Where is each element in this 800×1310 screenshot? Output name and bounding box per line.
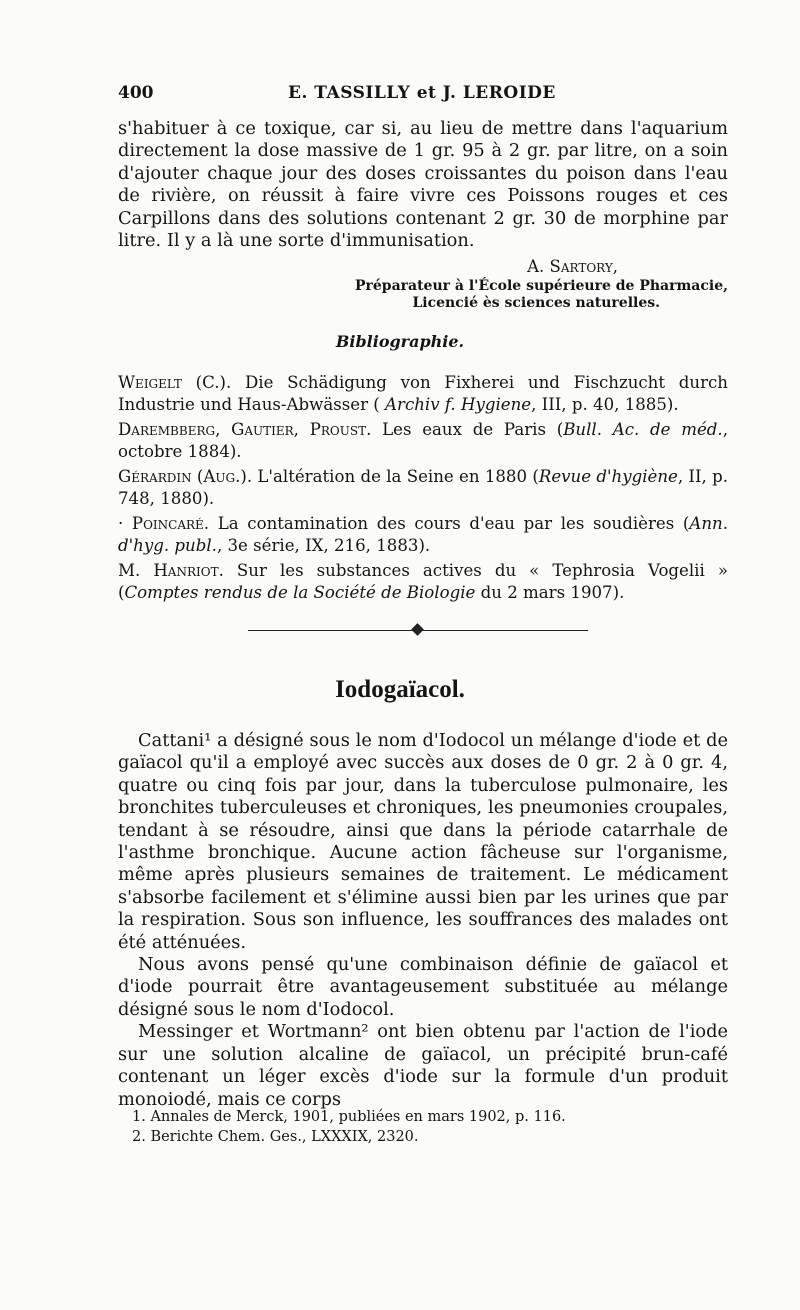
opening-paragraph: s'habituer à ce toxique, car si, au lieu de mettre dans l'aquarium directement la dose massive de 1 gr. 95 à 2 gr. par litre, on a soin d'ajouter chaque jour des doses croissantes du poison dans l'eau de rivière, on réussit à faire vivre ces Poissons rouges et ces Carpillons dans des solutions contenant 2 gr. 30 de morphine par litre. Il y a là une sorte d'immunisation. bbox=[118, 118, 728, 252]
signature-role-1: Préparateur à l'École supérieure de Pharmacie, bbox=[354, 278, 728, 294]
entry-text: , II, p. 748, 1880). bbox=[118, 467, 728, 508]
entry-source: Comptes rendus de la Société de Biologie bbox=[124, 582, 476, 602]
entry-text: Sur les substances actives du « Tephrosia Vogelii » ( bbox=[118, 561, 729, 602]
entry-text: , octobre 1884). bbox=[118, 420, 728, 461]
signature-role-2: Licencié ès sciences naturelles. bbox=[412, 295, 660, 311]
body-paragraph: Messinger et Wortmann² ont bien obtenu par l'action de l'iode sur une solution alcaline de gaïacol, un précipité brun-café contenant un léger excès d'iode sur la formule d'un produit monoiodé, mais ce corps bbox=[118, 1021, 728, 1110]
entry-text: Les eaux de Paris ( bbox=[371, 420, 564, 439]
entry-author: Gérardin (Aug.). bbox=[118, 467, 253, 486]
bibliography-heading: Bibliographie. bbox=[335, 332, 465, 351]
body-paragraph: Nous avons pensé qu'une combinaison définie de gaïacol et d'iode pourrait être avantageusement substituée au mélange désigné sous le nom d'Iodocol. bbox=[118, 954, 728, 1020]
bibliography-entry bbox=[118, 466, 728, 509]
entry-author: · Poincaré. bbox=[118, 514, 210, 533]
entry-text: du 2 mars 1907). bbox=[475, 582, 625, 602]
footnote: 2. Berichte Chem. Ges., LXXXIX, 2320. bbox=[132, 1129, 419, 1145]
entry-source: Bull. Ac. de méd. bbox=[563, 420, 723, 439]
section-title: Iodogaïacol. bbox=[335, 676, 465, 703]
opening-paragraph-block bbox=[118, 118, 728, 252]
entry-source: Archiv f. Hygiene bbox=[385, 394, 532, 414]
signature-block bbox=[118, 256, 728, 310]
bibliography-entry bbox=[118, 372, 728, 415]
footnote: 1. Annales de Merck, 1901, publiées en mars 1902, p. 116. bbox=[132, 1109, 566, 1125]
entry-text: , 3e série, IX, 216, 1883). bbox=[216, 535, 431, 555]
page-header bbox=[118, 83, 728, 107]
bibliography-list bbox=[118, 372, 728, 607]
entry-text: Die Schädigung von Fixherei und Fischzucht durch Industrie und Haus-Abwässer ( bbox=[118, 373, 728, 414]
entry-author: M. Hanriot. bbox=[118, 561, 224, 580]
entry-text: La contamination des cours d'eau par les soudières ( bbox=[209, 514, 690, 533]
signature-name: A. Sartory, bbox=[527, 257, 618, 276]
entry-source: Ann. d'hyg. publ. bbox=[118, 514, 728, 555]
bibliography-entry bbox=[118, 560, 728, 603]
entry-source: Revue d'hygiène bbox=[538, 467, 678, 486]
running-head: E. TASSILLY et J. LEROIDE bbox=[288, 83, 556, 103]
page-number: 400 bbox=[118, 83, 154, 103]
body-paragraph: Cattani¹ a désigné sous le nom d'Iodocol un mélange d'iode et de gaïacol qu'il a employé avec succès aux doses de 0 gr. 2 à 0 gr. 4, quatre ou cinq fois par jour, dans la tuberculose pulmonaire, les bronchites tuberculeuses et chroniques, les pneumonies croupales, tendant à se résoudre, ainsi que dans la période catarrhale de l'asthme bronchique. Aucune action fâcheuse sur l'organisme, même après plusieurs semaines de traitement. Le médicament s'absorbe facilement et s'élimine aussi bien par les urines que par la respiration. Sous son influence, les souffrances des malades ont été atténuées. bbox=[118, 730, 728, 953]
entry-text: , III, p. 40, 1885). bbox=[531, 394, 679, 414]
footnotes bbox=[118, 1107, 728, 1147]
section-divider bbox=[248, 623, 588, 637]
diamond-ornament-icon bbox=[411, 623, 424, 636]
entry-text: L'altération de la Seine en 1880 ( bbox=[252, 467, 539, 486]
section-body bbox=[118, 730, 728, 1111]
bibliography-entry bbox=[118, 513, 728, 556]
bibliography-entry bbox=[118, 419, 728, 462]
entry-author: Weigelt (C.). bbox=[118, 373, 232, 392]
entry-author: Darembberg, Gautier, Proust. bbox=[118, 420, 372, 439]
